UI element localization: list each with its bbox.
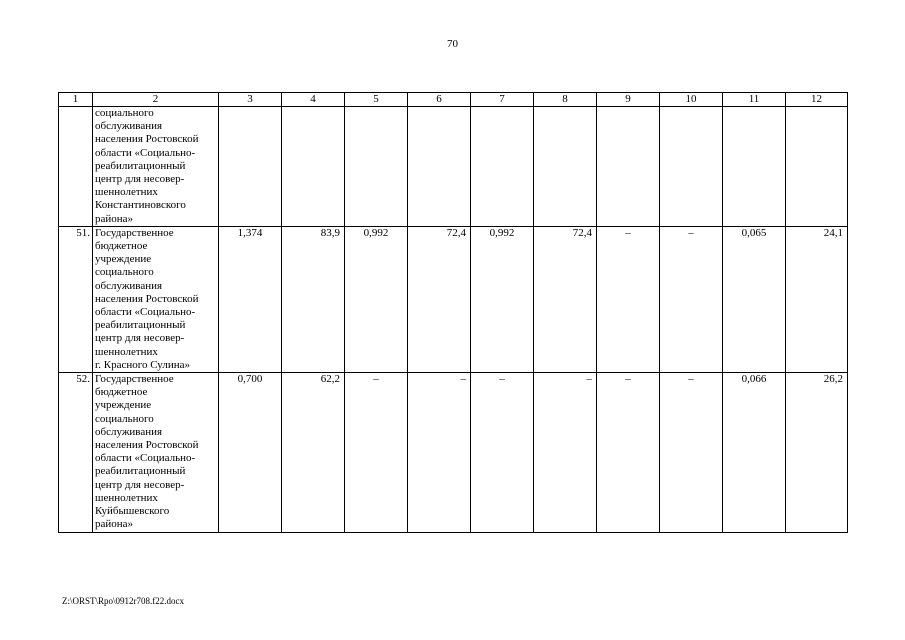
- table-row: [59, 226, 848, 372]
- cell-value: 26,2: [786, 373, 848, 532]
- cell-value: 72,4: [408, 226, 471, 372]
- column-header-6: 6: [408, 93, 471, 107]
- cell-value: 83,9: [282, 226, 345, 372]
- cell-value: 0,065: [723, 226, 786, 372]
- cell-value: [786, 107, 848, 227]
- header-row: [59, 93, 848, 107]
- cell-value: 72,4: [534, 226, 597, 372]
- column-header-1: 1: [59, 93, 93, 107]
- cell-value: [408, 107, 471, 227]
- row-number: 51.: [59, 226, 93, 372]
- column-header-2: 2: [93, 93, 219, 107]
- column-header-12: 12: [786, 93, 848, 107]
- table-row: [59, 107, 848, 227]
- column-header-5: 5: [345, 93, 408, 107]
- row-number: 52.: [59, 373, 93, 532]
- cell-value: 0,700: [219, 373, 282, 532]
- cell-value: 62,2: [282, 373, 345, 532]
- cell-value: 0,992: [471, 226, 534, 372]
- cell-value: –: [597, 373, 660, 532]
- institution-name: Государственное бюджетное учреждение социального обслуживания населения Ростовской области «Социально- реабилитационный центр для несовер- шеннолетних г. Красного Сулина»: [93, 226, 219, 372]
- cell-value: [660, 107, 723, 227]
- cell-value: [723, 107, 786, 227]
- column-header-7: 7: [471, 93, 534, 107]
- institution-name: социального обслуживания населения Ростовской области «Социально- реабилитационный центр для несовер- шеннолетних Константиновского района»: [93, 107, 219, 227]
- row-number: [59, 107, 93, 227]
- cell-value: [534, 107, 597, 227]
- cell-value: –: [660, 373, 723, 532]
- column-header-3: 3: [219, 93, 282, 107]
- column-header-9: 9: [597, 93, 660, 107]
- column-header-4: 4: [282, 93, 345, 107]
- cell-value: [597, 107, 660, 227]
- cell-value: [219, 107, 282, 227]
- cell-value: 0,066: [723, 373, 786, 532]
- cell-value: 24,1: [786, 226, 848, 372]
- cell-value: [282, 107, 345, 227]
- cell-value: –: [660, 226, 723, 372]
- data-table: [58, 92, 848, 533]
- column-header-8: 8: [534, 93, 597, 107]
- table-row: [59, 373, 848, 532]
- cell-value: –: [408, 373, 471, 532]
- footer-file-path: Z:\ORST\Rpo\0912r708.f22.docx: [62, 596, 184, 606]
- institution-name: Государственное бюджетное учреждение социального обслуживания населения Ростовской области «Социально- реабилитационный центр для несовер- шеннолетних Куйбышевского района»: [93, 373, 219, 532]
- cell-value: –: [597, 226, 660, 372]
- column-header-10: 10: [660, 93, 723, 107]
- cell-value: [345, 107, 408, 227]
- cell-value: 0,992: [345, 226, 408, 372]
- cell-value: 1,374: [219, 226, 282, 372]
- cell-value: –: [471, 373, 534, 532]
- cell-value: –: [345, 373, 408, 532]
- cell-value: –: [534, 373, 597, 532]
- column-header-11: 11: [723, 93, 786, 107]
- page-number: 70: [447, 38, 458, 50]
- cell-value: [471, 107, 534, 227]
